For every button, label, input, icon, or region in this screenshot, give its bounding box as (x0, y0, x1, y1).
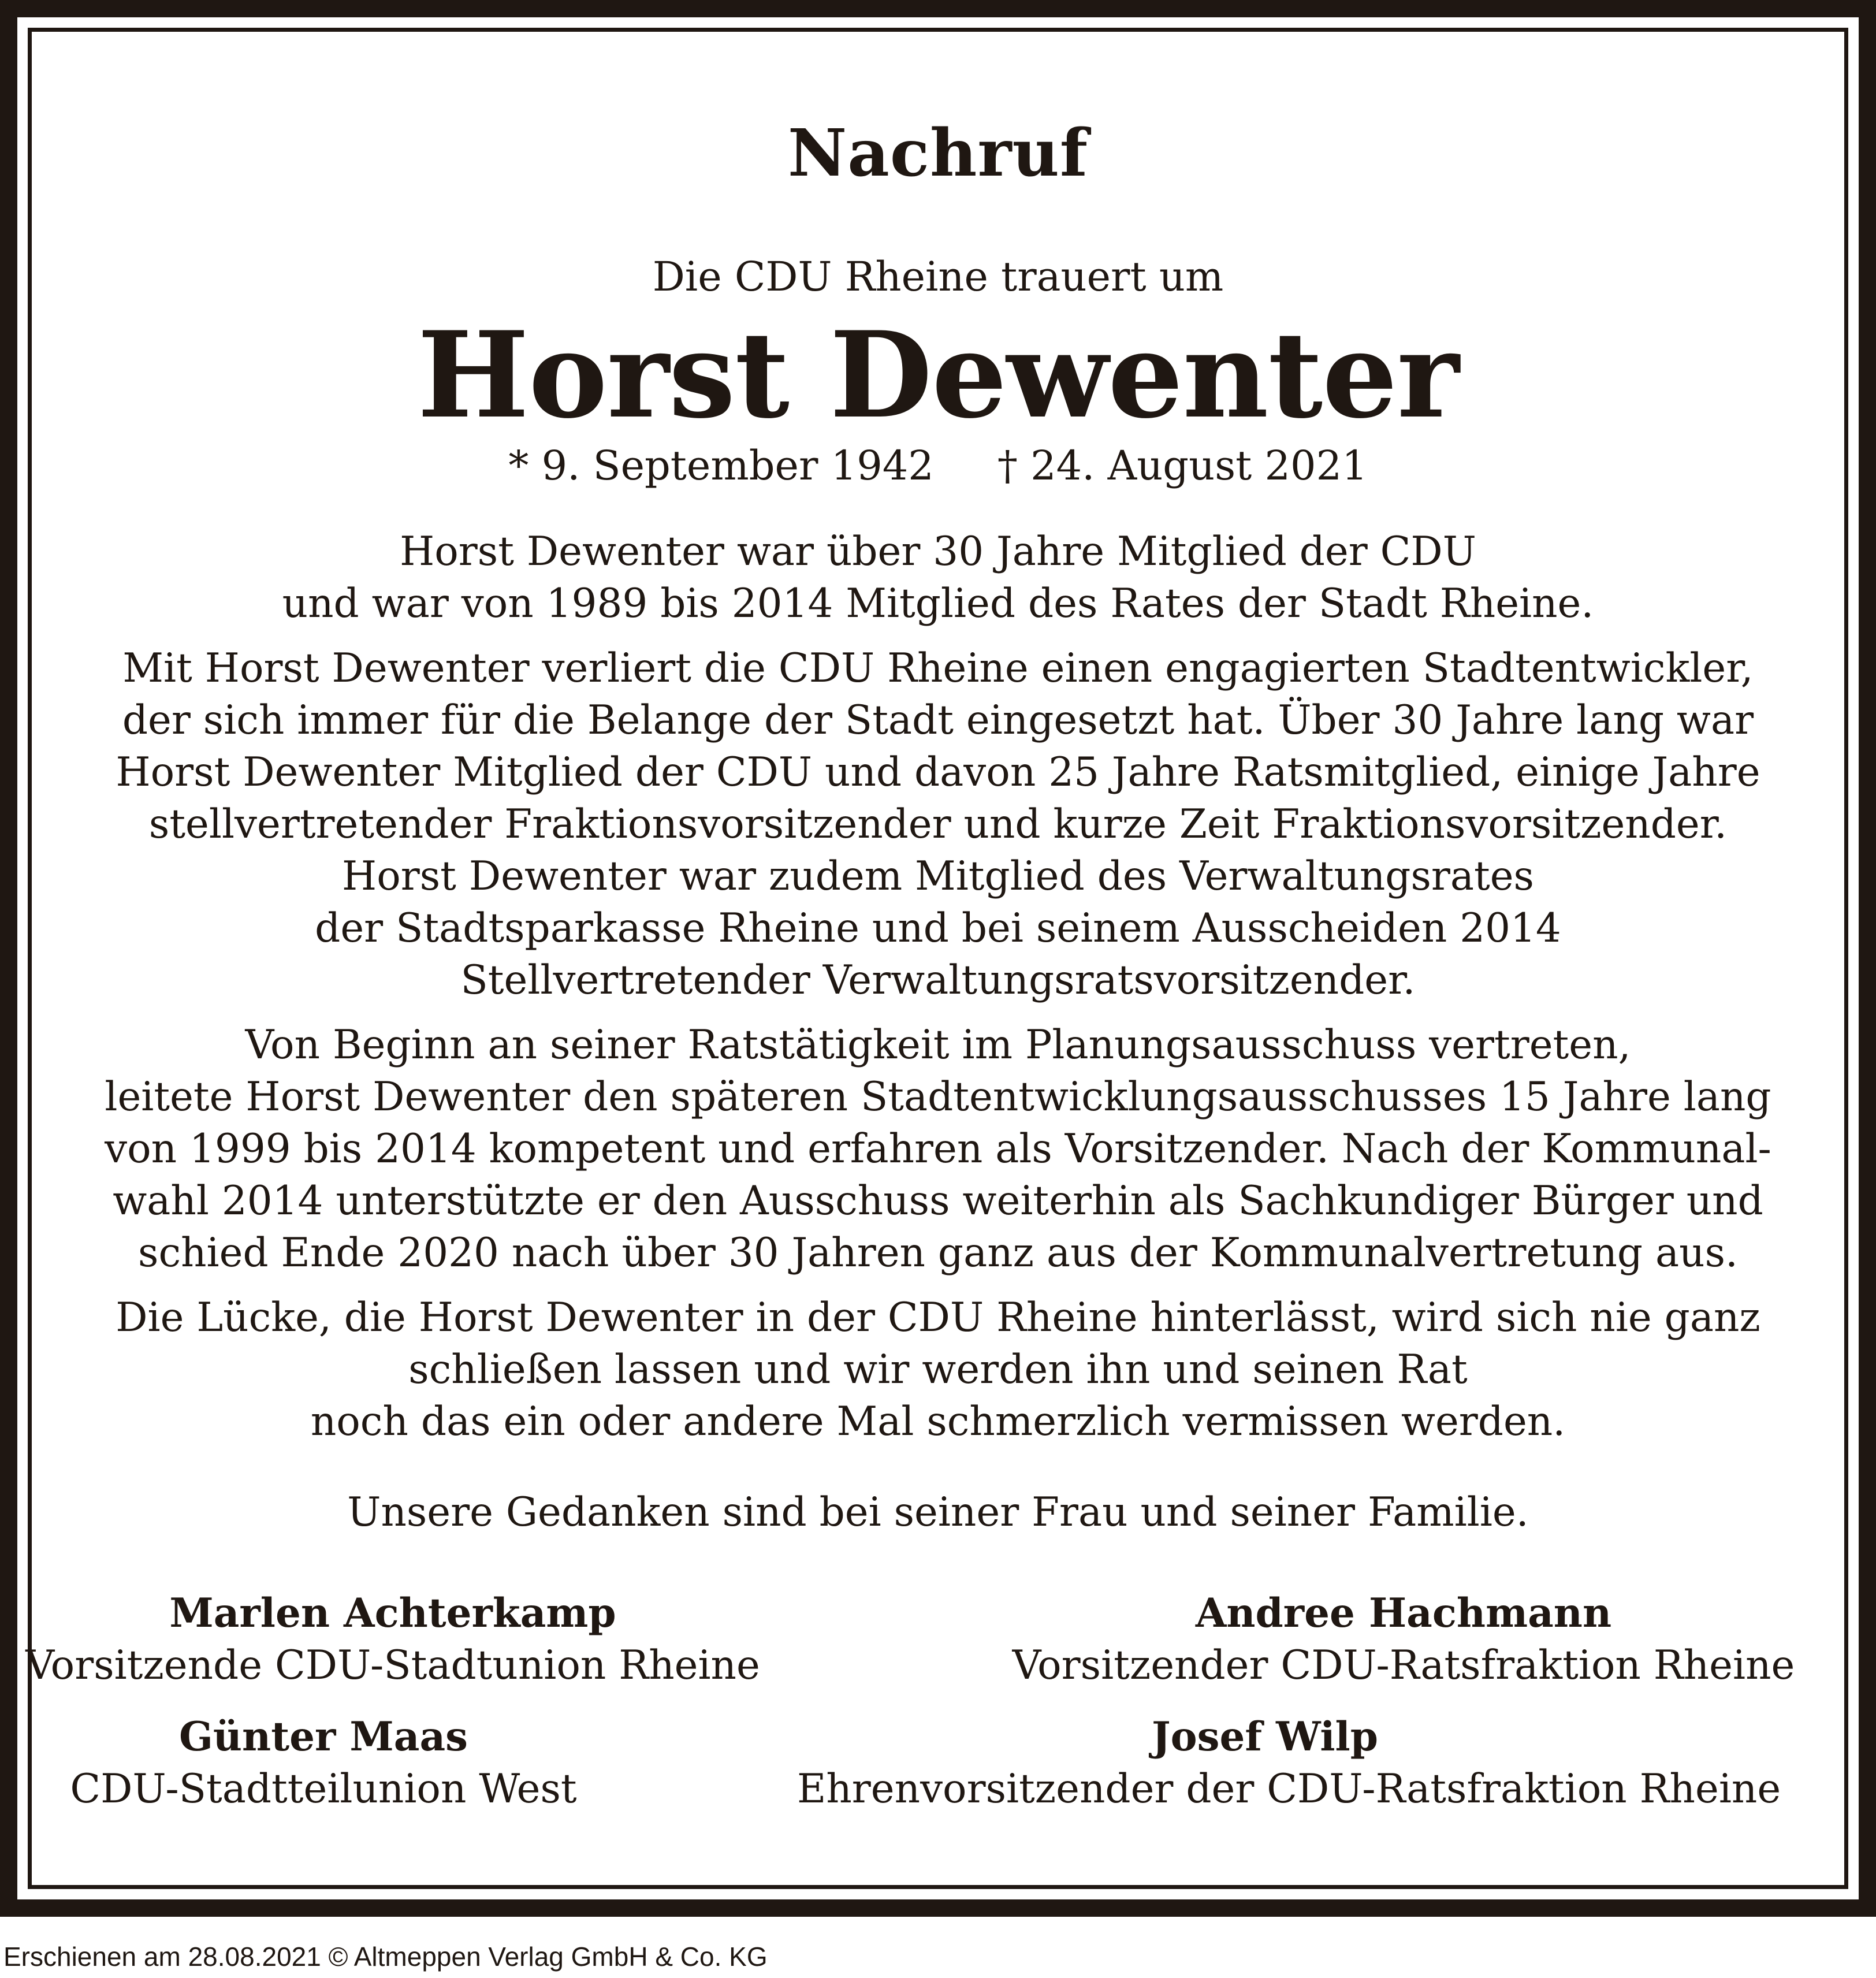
paragraph-line: wahl 2014 unterstützte er den Ausschuss weiterhin als Sachkundiger Bürger und (113, 1178, 1763, 1224)
paragraph-line: stellvertretender Fraktionsvorsitzender und kurze Zeit Fraktionsvorsitzender. (148, 801, 1728, 847)
paragraph-line: Horst Dewenter war zudem Mitglied des Verwaltungsrates (342, 853, 1534, 899)
signatory (999, 1587, 1808, 1691)
paragraph-line: schließen lassen und wir werden ihn und seinen Rat (408, 1347, 1468, 1393)
paragraph-line: und war von 1989 bis 2014 Mitglied des Rates der Stadt Rheine. (282, 581, 1594, 627)
paragraph-line: leitete Horst Dewenter den späteren Stadtentwicklungsausschusses 15 Jahre lang (105, 1074, 1771, 1120)
signatory-name: Marlen Achterkamp (169, 1590, 616, 1637)
obituary-body (87, 526, 1789, 1460)
signatory-name: Andree Hachmann (1195, 1590, 1612, 1637)
notice-intro: Die CDU Rheine trauert um (652, 253, 1224, 300)
paragraph (87, 1292, 1789, 1448)
signatory-role: Vorsitzende CDU-Stadtunion Rheine (25, 1642, 760, 1689)
signatory (797, 1711, 1781, 1815)
death-date: † 24. August 2021 (997, 442, 1368, 489)
paragraph-line: Von Beginn an seiner Ratstätigkeit im Planungsausschuss vertreten, (245, 1022, 1631, 1068)
paragraph (87, 642, 1789, 1006)
deceased-name: Horst Dewenter (417, 306, 1459, 445)
paragraph-line: schied Ende 2020 nach über 30 Jahren ganz aus der Kommunalvertretung aus. (138, 1230, 1738, 1276)
paragraph-line: Die Lücke, die Horst Dewenter in der CDU Rheine hinterlässt, wird sich nie ganz (116, 1295, 1760, 1341)
publication-credit: Erschienen am 28.08.2021 © Altmeppen Verlag GmbH & Co. KG (3, 1942, 768, 1972)
paragraph-line: Horst Dewenter Mitglied der CDU und davon 25 Jahre Ratsmitglied, einige Jahre (116, 749, 1760, 795)
signatory-name: Günter Maas (178, 1713, 468, 1760)
notice-title: Nachruf (787, 116, 1089, 191)
signatory (17, 1587, 768, 1691)
paragraph-line: Horst Dewenter war über 30 Jahre Mitglied der CDU (400, 529, 1476, 575)
paragraph (87, 526, 1789, 630)
paragraph-line: der sich immer für die Belange der Stadt eingesetzt hat. Über 30 Jahre lang war (122, 697, 1754, 743)
paragraph-line: Mit Horst Dewenter verliert die CDU Rheine einen engagierten Stadtentwickler, (122, 645, 1754, 691)
paragraph (87, 1019, 1789, 1279)
paragraph-line: von 1999 bis 2014 kompetent und erfahren als Vorsitzender. Nach der Kommunal- (105, 1126, 1771, 1172)
paragraph-line: Stellvertretender Verwaltungsratsvorsitzender. (460, 957, 1416, 1003)
signatory-role: Vorsitzender CDU-Ratsfraktion Rheine (1012, 1642, 1795, 1689)
paragraph-line: der Stadtsparkasse Rheine und bei seinem Ausscheiden 2014 (315, 905, 1561, 951)
signatory-role: CDU-Stadtteilunion West (70, 1766, 577, 1812)
signatory-role: Ehrenvorsitzender der CDU-Ratsfraktion Rheine (797, 1766, 1781, 1812)
life-dates (17, 442, 1859, 489)
birth-date: * 9. September 1942 (508, 442, 934, 489)
closing-line: Unsere Gedanken sind bei seiner Frau und seiner Familie. (347, 1489, 1529, 1535)
paragraph-line: noch das ein oder andere Mal schmerzlich vermissen werden. (310, 1399, 1566, 1445)
signatory-name: Josef Wilp (1151, 1713, 1379, 1760)
signatory (17, 1711, 630, 1815)
